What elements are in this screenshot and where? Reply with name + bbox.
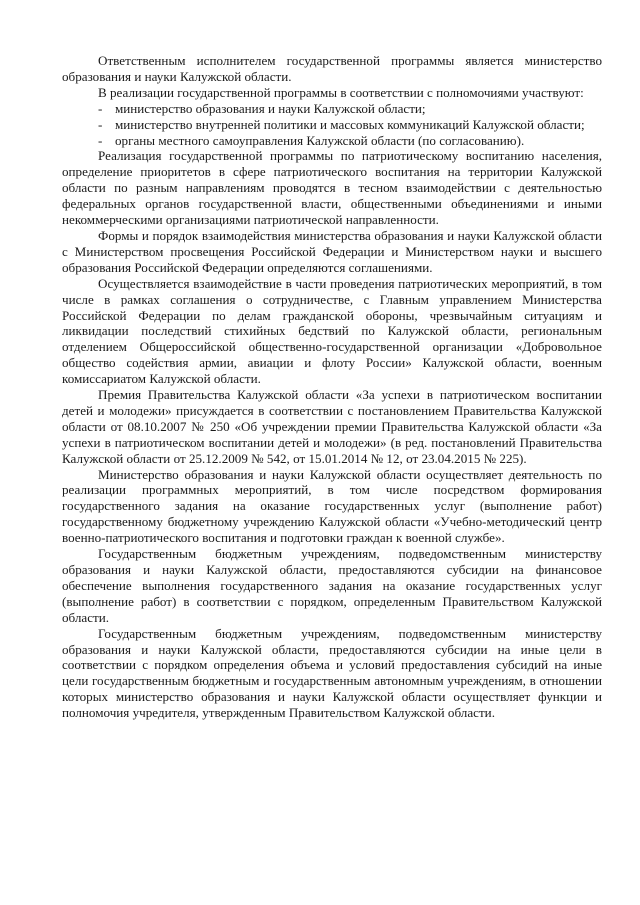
paragraph-interaction-forms: Формы и порядок взаимодействия министерства образования и науки Калужской области с Министерством просвещения Российской Федерации и Министерством науки и высшего образования Российской Федерации определяются соглашениями. bbox=[62, 227, 602, 275]
paragraph-participants-intro: В реализации государственной программы в соответствии с полномочиями участвуют: bbox=[98, 84, 584, 100]
document-page bbox=[62, 53, 602, 721]
list-item-text: министерство внутренней политики и массовых коммуникаций Калужской области; bbox=[115, 116, 585, 132]
paragraph-responsible-executor: Ответственным исполнителем государственной программы является министерство образования и науки Калужской области. bbox=[62, 53, 602, 84]
list-item bbox=[62, 133, 602, 149]
list-dash: - bbox=[98, 100, 103, 116]
list-item-text: органы местного самоуправления Калужской области (по согласованию). bbox=[115, 132, 525, 148]
paragraph-interaction-events: Осуществляется взаимодействие в части проведения патриотических мероприятий, в том числе в рамках соглашения о сотрудничестве, с Главным управлением Министерства Российской Федерации по делам гражданской обороны, чрезвычайным ситуациям и ликвидации последствий стихийных бедствий по Калужской области, региональным отделением Общероссийской общественно-государственной организации «Добровольное общество содействия армии, авиации и флоту России» Калужской области, военным комиссариатом Калужской области. bbox=[62, 275, 602, 387]
paragraph-subsidies-other: Государственным бюджетным учреждениям, подведомственным министерству образования и науки Калужской области, предоставляются субсидии на иные цели в соответствии с порядком определения объема и условий предоставления субсидий на иные цели государственным бюджетным и государственным автономным учреждениям, в отношении которых министерство образования и науки Калужской области осуществляет функции и полномочия учредителя, утвержденным Правительством Калужской области. bbox=[62, 625, 602, 721]
paragraph-implementation: Реализация государственной программы по патриотическому воспитанию населения, определение приоритетов в сфере патриотического воспитания на территории Калужской области по разным направлениям проводятся в тесном взаимодействии с деятельностью федеральных органов государственной власти, общественными объединениями и иными некоммерческими организациями патриотической направленности. bbox=[62, 148, 602, 228]
list-item bbox=[62, 117, 602, 133]
list-dash: - bbox=[98, 116, 103, 132]
list-dash: - bbox=[98, 132, 103, 148]
list-item-text: министерство образования и науки Калужской области; bbox=[115, 100, 426, 116]
paragraph-subsidies-assignment: Государственным бюджетным учреждениям, подведомственным министерству образования и науки Калужской области, предоставляются субсидии на финансовое обеспечение выполнения государственного задания на оказание государственных услуг (выполнение работ) в соответствии с порядком, определенным Правительством Калужской области. bbox=[62, 546, 602, 625]
paragraph-state-assignment: Министерство образования и науки Калужской области осуществляет деятельность по реализации программных мероприятий, в том числе посредством формирования государственного задания на оказание государственных услуг (выполнение работ) государственному бюджетному учреждению Калужской области «Учебно-методический центр военно-патриотического воспитания и подготовки граждан к военной службе». bbox=[62, 466, 602, 546]
paragraph-award: Премия Правительства Калужской области «За успехи в патриотическом воспитании детей и молодежи» присуждается в соответствии с постановлением Правительства Калужской области от 08.10.2007 № 250 «Об учреждении премии Правительства Калужской области «За успехи в патриотическом воспитании детей и молодежи» (в ред. постановлений Правительства Калужской области от 25.12.2009 № 542, от 15.01.2014 № 12, от 23.04.2015 № 225). bbox=[62, 387, 602, 466]
list-item bbox=[62, 101, 602, 117]
